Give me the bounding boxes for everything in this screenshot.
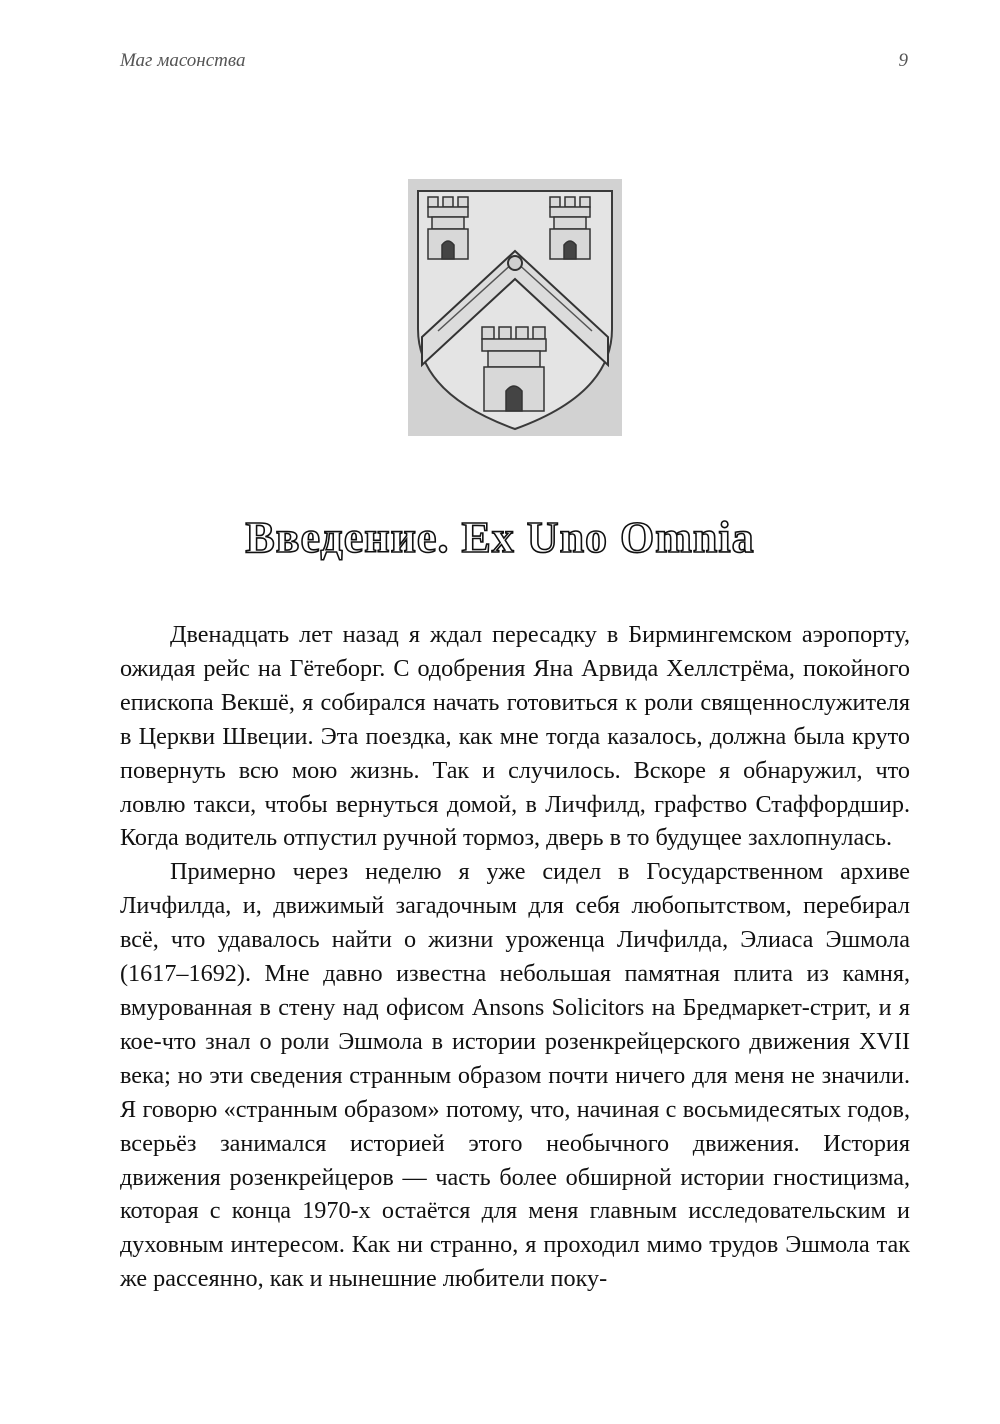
running-head: Маг масонства <box>120 50 246 71</box>
body-text <box>120 618 910 1296</box>
chapter-title: Введение. Ex Uno Omnia <box>245 513 755 562</box>
page-number: 9 <box>898 50 908 71</box>
coat-of-arms-image <box>408 179 622 436</box>
paragraph: Двенадцать лет назад я ждал пересадку в Бирмингемском аэропорту, ожидая рейс на Гётеборг. С одобрения Яна Арвида Хеллстрёма, покойного епископа Векшё, я собирался начать готовиться к роли священнослужителя в Церкви Швеции. Эта поездка, как мне тогда казалось, должна была круто повернуть всю мою жизнь. Так и случилось. Вскоре я обнаружил, что ловлю такси, чтобы вернуться домой, в Личфилд, графство Стаффордшир. Когда водитель отпустил ручной тормоз, дверь в то будущее захлопнулась. <box>120 621 910 852</box>
paragraph: Примерно через неделю я уже сидел в Государственном архиве Личфилда, и, движимый загадочным для себя любопытством, перебирал всё, что удавалось найти о жизни уроженца Личфилда, Элиаса Эшмола (1617–1692). Мне давно известна небольшая памятная плита из камня, вмурованная в стену над офисом Ansons Solicitors на Бредмаркет-стрит, и я кое-что знал о роли Эшмола в истории розенкрейцерского движения XVII века; но эти сведения странным образом почти ничего для меня не значили. Я говорю «странным образом» потому, что, начиная с восьмидесятых годов, всерьёз занимался историей этого необычного движения. История движения розенкрейцеров — часть более обширной истории гностицизма, которая с конца 1970-х остаётся для меня главным исследовательским и духовным интересом. Как ни странно, я проходил мимо трудов Эшмола так же рассеянно, как и нынешние любители поку- <box>120 858 910 1293</box>
